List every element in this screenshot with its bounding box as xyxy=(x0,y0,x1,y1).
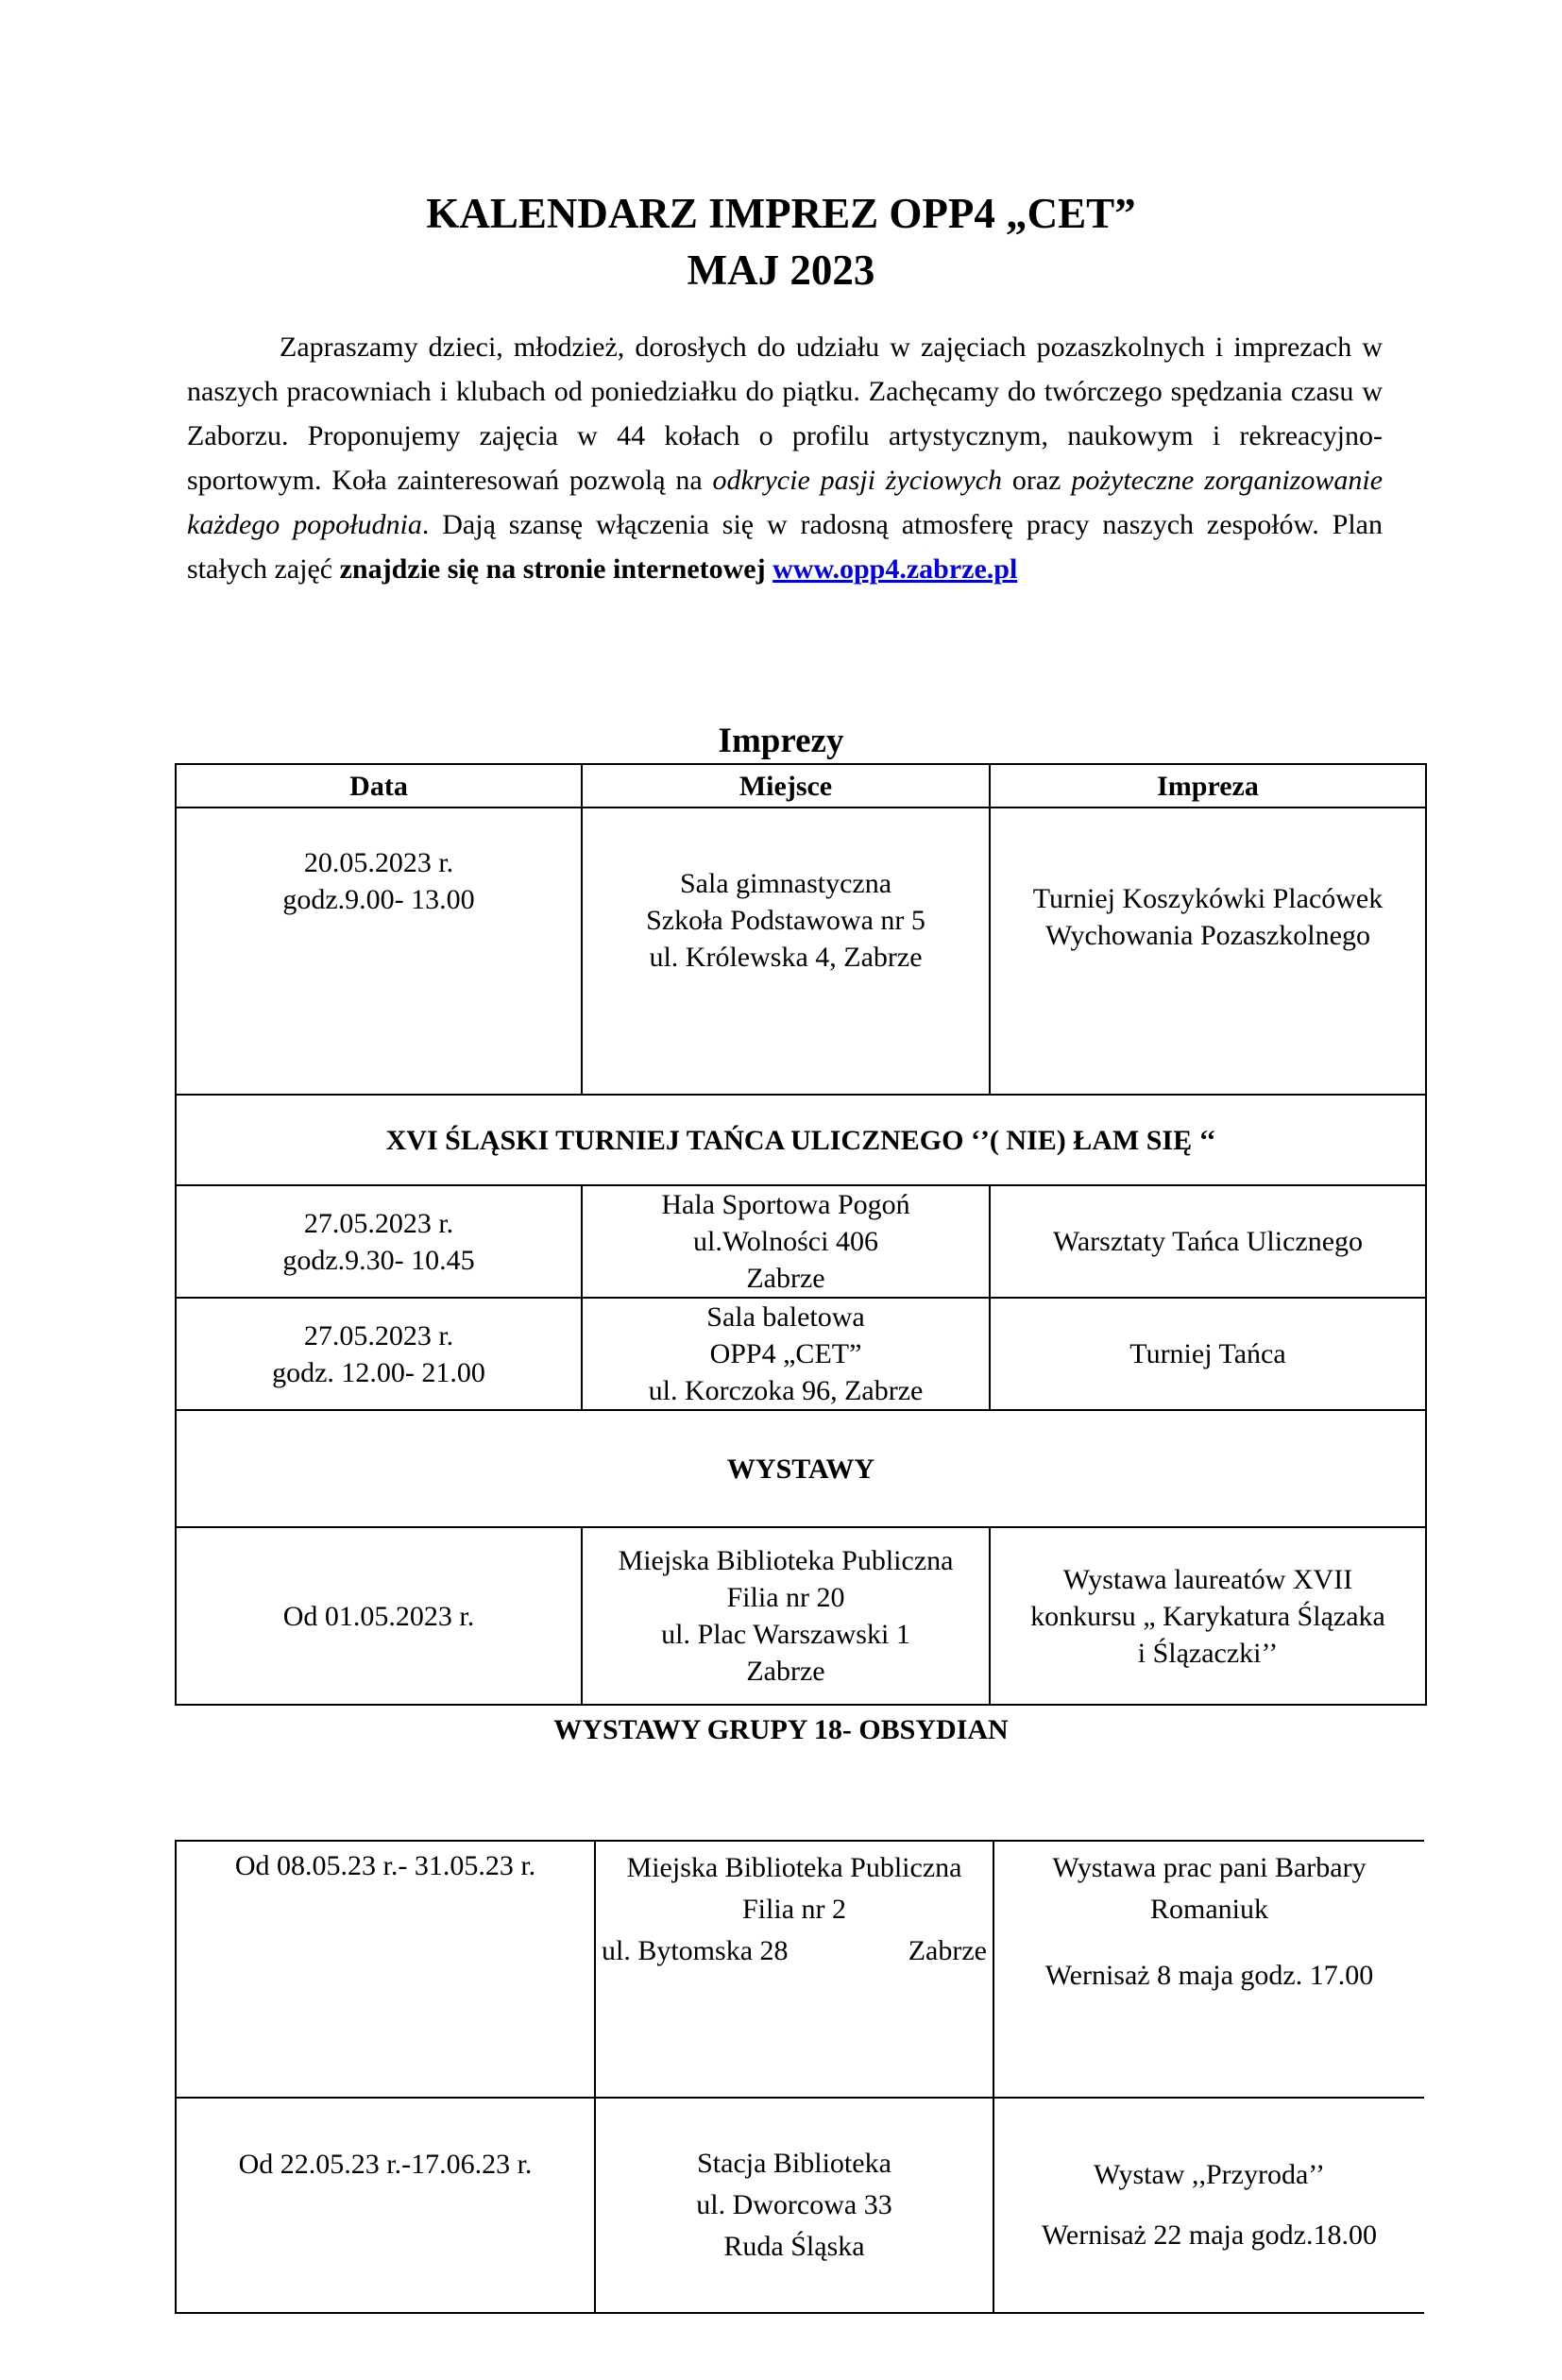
date-line: Od 22.05.23 r.-17.06.23 r. xyxy=(238,2149,533,2180)
place-cell xyxy=(582,808,990,1095)
intro-text-2: oraz xyxy=(1002,465,1072,496)
time-line: godz.9.30- 10.45 xyxy=(282,1244,475,1276)
street-text: ul. Bytomska 28 xyxy=(602,1935,789,1966)
date-cell xyxy=(176,1527,582,1705)
place-line: Hala Sportowa Pogoń xyxy=(661,1189,910,1220)
event-cell xyxy=(990,1298,1426,1410)
time-line: godz. 12.00- 21.00 xyxy=(272,1356,485,1388)
section-banner-row xyxy=(176,1410,1426,1527)
place-line: ul. Królewska 4, Zabrze xyxy=(649,942,923,973)
section-banner: WYSTAWY xyxy=(176,1410,1426,1527)
date-cell xyxy=(176,2098,595,2313)
intro-italic-2: pożyteczne zorganizowanie każdego popołudnia xyxy=(187,465,1384,540)
event-line: Romaniuk xyxy=(1150,1894,1268,1925)
event-cell xyxy=(990,1185,1426,1298)
date-cell xyxy=(176,808,582,1095)
date-line: 27.05.2023 r. xyxy=(303,1319,454,1352)
place-line: Miejska Biblioteka Publiczna xyxy=(626,1852,962,1883)
date-line: 27.05.2023 r. xyxy=(303,1207,454,1239)
place-line: Zabrze xyxy=(746,1263,825,1294)
exhibits-table xyxy=(175,1840,1424,2314)
date-line: 20.05.2023 r. xyxy=(303,847,454,878)
event-cell xyxy=(990,808,1426,1095)
table-row xyxy=(176,808,1426,1095)
place-cell xyxy=(595,2098,993,2313)
event-line: i Ślązaczki’’ xyxy=(1137,1637,1279,1669)
place-line: Sala baletowa xyxy=(706,1301,865,1333)
table-header-row xyxy=(176,764,1426,808)
place-line: Miejska Biblioteka Publiczna xyxy=(618,1545,954,1576)
event-line: Wychowania Pozaszkolnego xyxy=(1045,920,1370,951)
website-link[interactable]: www.opp4.zabrze.pl xyxy=(773,553,1018,585)
place-line xyxy=(602,1930,987,1972)
table-row xyxy=(176,2098,1424,2313)
events-caption: Imprezy xyxy=(718,722,844,760)
event-line: Wystaw ,,Przyroda’’ xyxy=(1093,2159,1326,2190)
table-row xyxy=(176,1298,1426,1410)
event-line: konkursu „ Karykatura Ślązaka xyxy=(1030,1600,1385,1632)
page-title: KALENDARZ IMPREZ OPP4 „CET” xyxy=(426,190,1136,237)
date-cell xyxy=(176,1298,582,1410)
intro-italic-1: odkrycie pasji życiowych xyxy=(712,465,1003,496)
table-row xyxy=(176,1527,1426,1705)
opening-line: Wernisaż 22 maja godz.18.00 xyxy=(1042,2219,1377,2251)
time-line: godz.9.00- 13.00 xyxy=(282,884,475,915)
intro-text-3: . Dają szansę włączenia się w radosną atmosferę pracy naszych zespołów. Plan stałych zajęć xyxy=(187,509,1383,585)
place-line: Stacja Biblioteka xyxy=(697,2148,891,2179)
column-header-place: Miejsce xyxy=(582,764,990,808)
section-banner-row xyxy=(176,1095,1426,1185)
place-line: ul. Dworcowa 33 xyxy=(696,2189,892,2220)
event-cell xyxy=(993,1841,1424,2098)
place-line: Filia nr 2 xyxy=(742,1894,846,1925)
event-line: Turniej Tańca xyxy=(1129,1338,1286,1369)
page-subtitle: MAJ 2023 xyxy=(687,246,875,294)
date-line: Od 01.05.2023 r. xyxy=(282,1600,475,1632)
exhibits-caption: WYSTAWY GRUPY 18- OBSYDIAN xyxy=(553,1714,1009,1745)
place-cell xyxy=(582,1185,990,1298)
place-cell xyxy=(582,1298,990,1410)
place-cell xyxy=(582,1527,990,1705)
column-header-event: Impreza xyxy=(990,764,1426,808)
place-cell xyxy=(595,1841,993,2098)
place-line: Sala gimnastyczna xyxy=(679,868,892,899)
event-cell xyxy=(993,2098,1424,2313)
place-line: Ruda Śląska xyxy=(723,2231,865,2262)
place-line: ul. Plac Warszawski 1 xyxy=(661,1619,910,1650)
place-line: ul. Korczoka 96, Zabrze xyxy=(648,1375,924,1406)
intro-bold: znajdzie się na stronie internetowej xyxy=(339,553,766,585)
table-row xyxy=(176,1185,1426,1298)
place-line: Zabrze xyxy=(746,1656,825,1687)
intro-paragraph xyxy=(187,325,1383,591)
place-line: Filia nr 20 xyxy=(726,1582,845,1613)
place-line: OPP4 „CET” xyxy=(709,1338,862,1369)
date-line: Od 08.05.23 r.- 31.05.23 r. xyxy=(234,1850,536,1881)
section-banner: XVI ŚLĄSKI TURNIEJ TAŃCA ULICZNEGO ‘’( NIE) ŁAM SIĘ ‘‘ xyxy=(176,1095,1426,1185)
intro-text-1: Zapraszamy dzieci, młodzież, dorosłych do udziału w zajęciach pozaszkolnych i imprezach w naszych pracowniach i klubach od poniedziałku do piątku. Zachęcamy do twórczego spędzania czasu w Zaborzu. Proponujemy zajęcia w 44 kołach o profilu artystycznym, naukowym i rekreacyjno-sportowym. Koła zainteresowań pozwolą na xyxy=(187,332,1383,496)
place-line: Szkoła Podstawowa nr 5 xyxy=(646,905,925,936)
opening-line: Wernisaż 8 maja godz. 17.00 xyxy=(1044,1960,1374,1991)
column-header-date: Data xyxy=(176,764,582,808)
event-line: Turniej Koszykówki Placówek xyxy=(1032,883,1384,914)
event-line: Wystawa prac pani Barbary xyxy=(1052,1852,1367,1883)
city-text: Zabrze xyxy=(908,1935,987,1966)
events-table xyxy=(175,763,1427,1706)
date-cell xyxy=(176,1841,595,2098)
event-cell xyxy=(990,1527,1426,1705)
event-line: Wystawa laureatów XVII xyxy=(1062,1563,1353,1595)
place-line: ul.Wolności 406 xyxy=(693,1226,878,1257)
table-row xyxy=(176,1841,1424,2098)
date-cell xyxy=(176,1185,582,1298)
event-line: Warsztaty Tańca Ulicznego xyxy=(1052,1226,1364,1257)
